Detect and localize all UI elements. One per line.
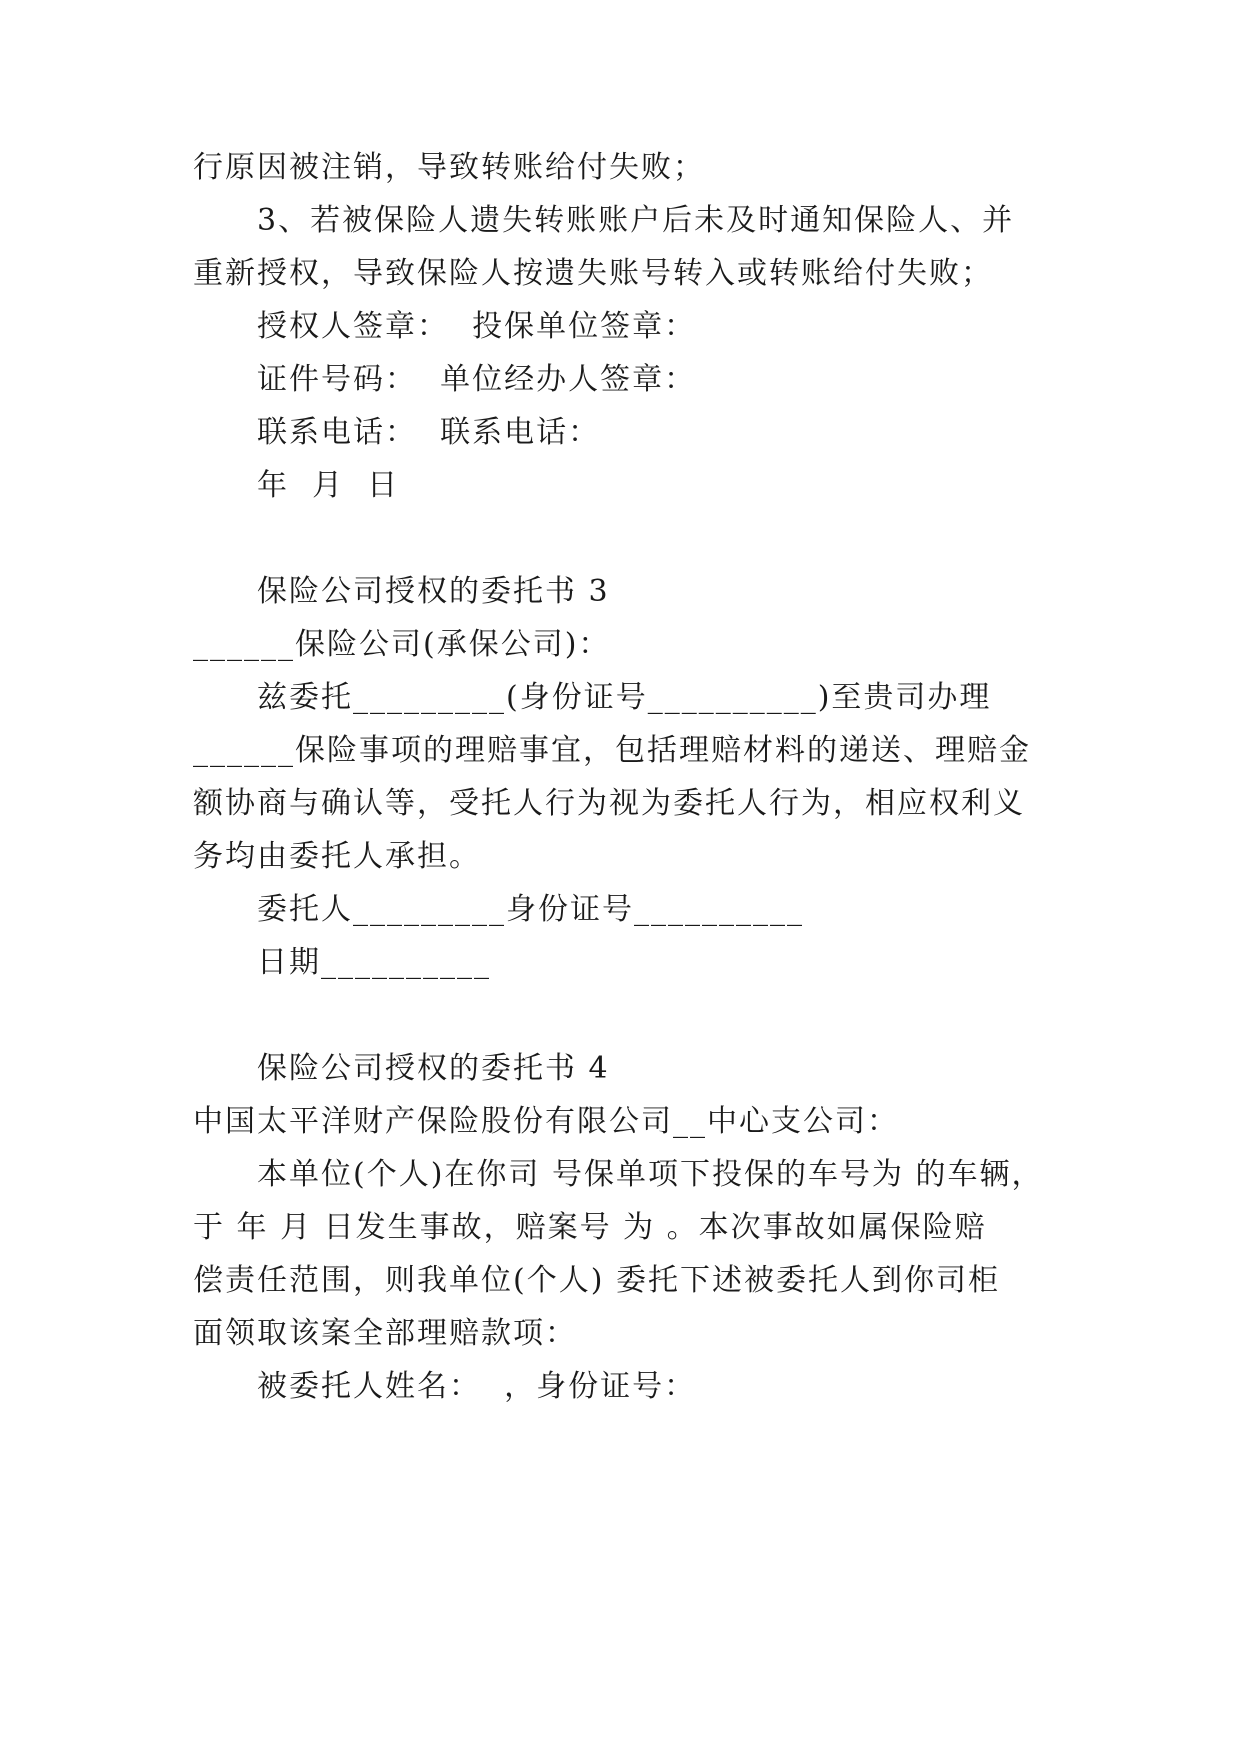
paragraph-line: 兹委托_________(身份证号__________)至贵司办理 (257, 680, 992, 715)
paragraph-line: 重新授权，导致保险人按遗失账号转入或转账给付失败； (193, 256, 993, 291)
paragraph-line: 偿责任范围，则我单位(个人) 委托下述被委托人到你司柜 (193, 1263, 1000, 1298)
addressee-line: ______保险公司(承保公司)： (193, 627, 611, 662)
paragraph-line: 于 年 月 日发生事故，赔案号 为 。本次事故如属保险赔 (193, 1210, 987, 1245)
paragraph-line: 额协商与确认等，受托人行为视为委托人行为，相应权利义 (193, 786, 1025, 821)
paragraph-line: 行原因被注销，导致转账给付失败； (193, 150, 705, 185)
paragraph-line: ______保险事项的理赔事宜，包括理赔材料的递送、理赔金 (193, 733, 1031, 768)
paragraph-line: 面领取该案全部理赔款项： (193, 1316, 577, 1351)
paragraph-line: 本单位(个人)在你司 号保单项下投保的车号为 的车辆， (257, 1157, 1044, 1192)
paragraph-line: 3、若被保险人遗失转账账户后未及时通知保险人、并 (257, 203, 1015, 238)
section-title: 保险公司授权的委托书 3 (257, 574, 610, 609)
signature-line: 证件号码： 单位经办人签章： (257, 362, 697, 397)
signature-line: 联系电话： 联系电话： (257, 415, 601, 450)
addressee-line: 中国太平洋财产保险股份有限公司__中心支公司： (193, 1104, 899, 1139)
paragraph-line: 务均由委托人承担。 (193, 839, 481, 874)
section-title: 保险公司授权的委托书 4 (257, 1051, 610, 1086)
date-line: 年 月 日 (257, 468, 400, 503)
signature-line: 委托人_________身份证号__________ (257, 892, 804, 927)
signature-line: 授权人签章： 投保单位签章： (257, 309, 697, 344)
field-line: 被委托人姓名： ，身份证号： (257, 1369, 697, 1404)
date-line: 日期__________ (257, 945, 491, 980)
